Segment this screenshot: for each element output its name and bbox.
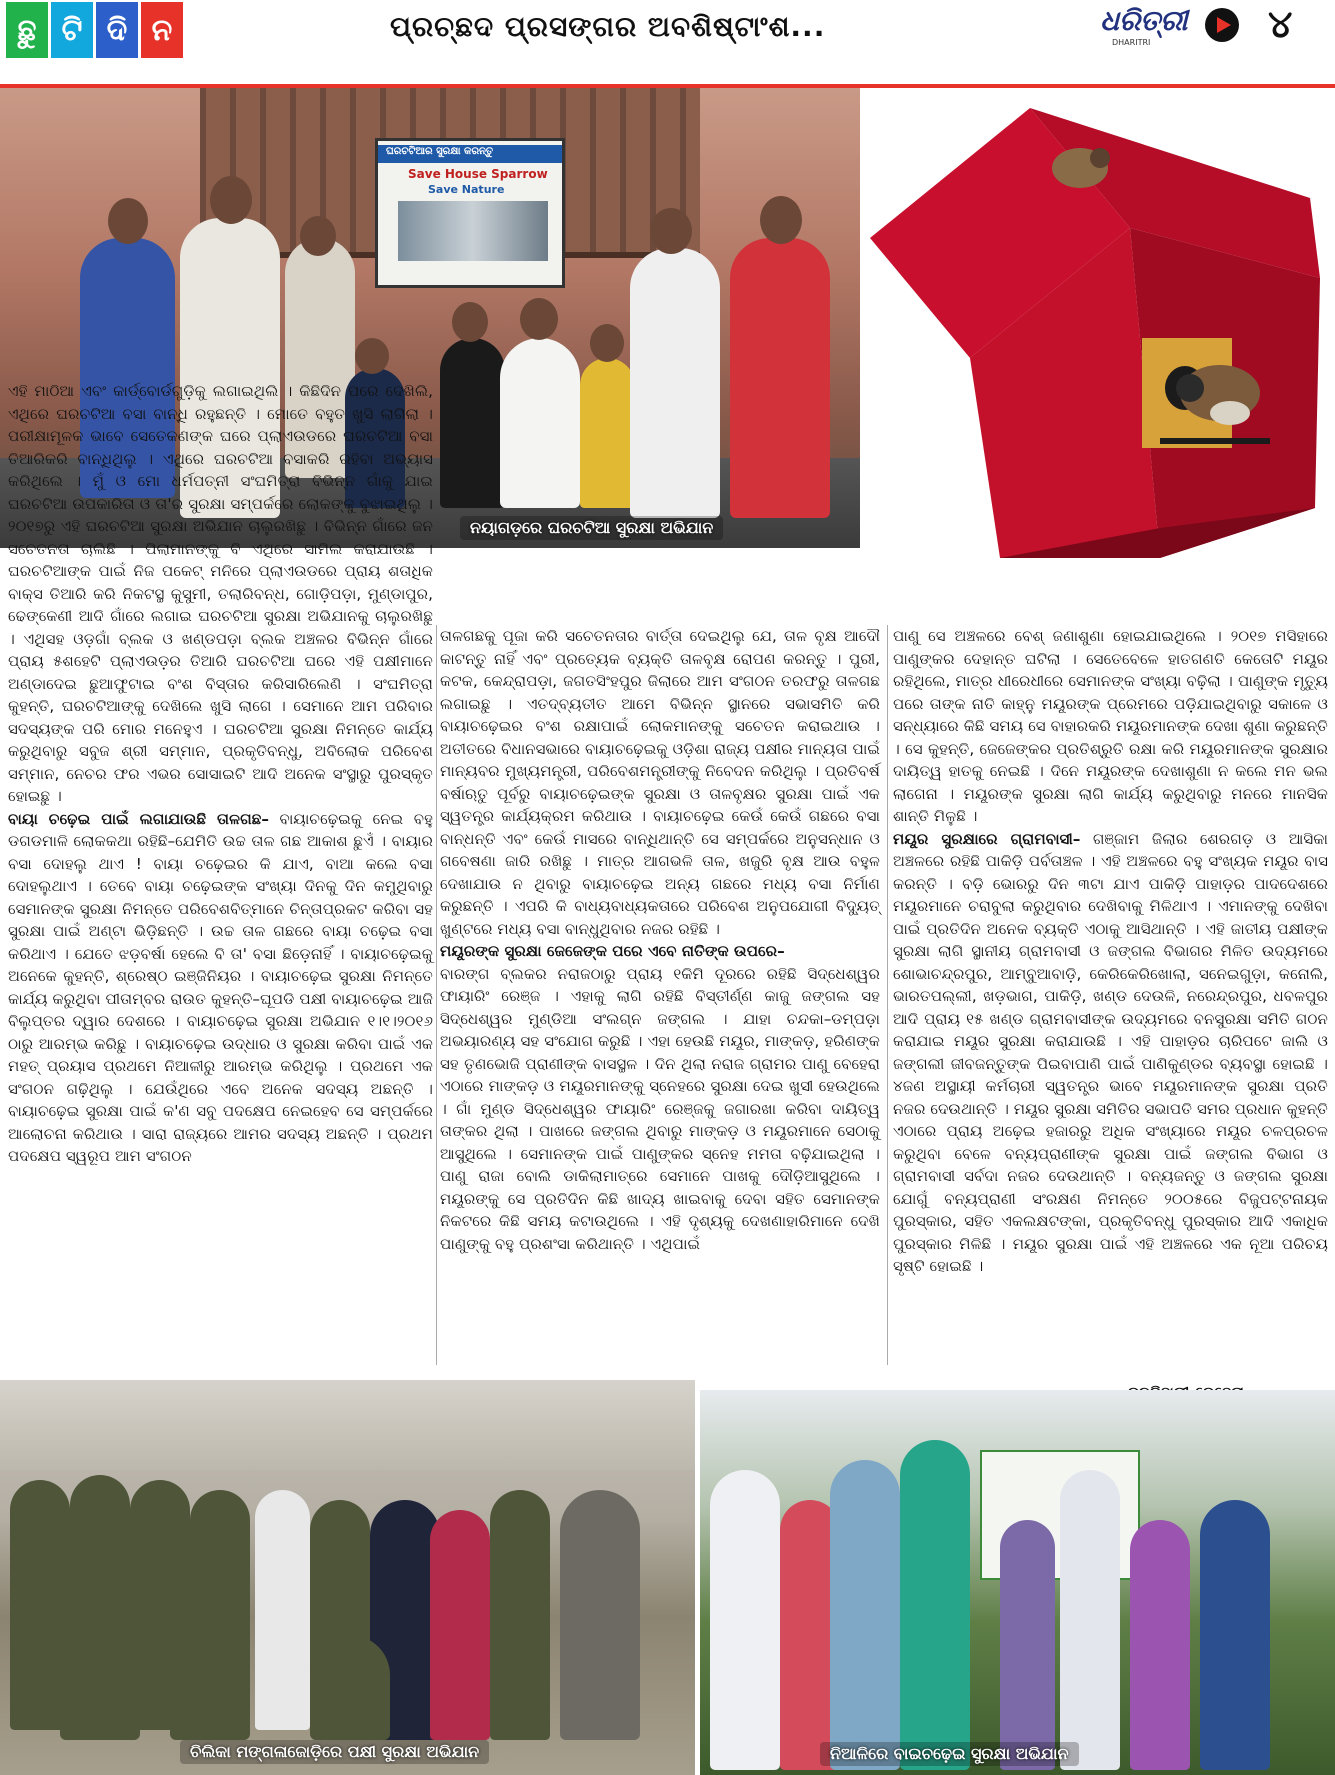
- column-2-body-2: ବାରଙ୍ଗ ବ୍ଲକର ନରାଜଠାରୁ ପ୍ରାୟ ୧କିମି ଦୂରରେ ରହିଛି ସିଦ୍ଧେଶ୍ୱର ଫାୟାରିଂ ରେଞ୍ଜ । ଏହାକୁ ଲାଗି ରହିଛି ବିସ୍ତୀର୍ଣ୍ଣ କାଜୁ ଜଙ୍ଗଲ ସହ ସିଦ୍ଧେଶ୍ୱର ମୁଣ୍ଡିଆ ସଂଲଗ୍ନ ଜଙ୍ଗଲ । ଯାହା ଚନ୍ଦକା–ଡମ୍ପଡ଼ା ଅଭୟାରଣ୍ୟ ସହ ସଂଯୋଗ କରୁଛି । ଏହା ହେଉଛି ମୟୂର, ମାଙ୍କଡ଼, ହରିଣଙ୍କ ସହ ତୃଣଭୋଜି ପ୍ରାଣୀଙ୍କ ବାସସ୍ଥଳ । ଦିନ ଥିଲା ନରାଜ ଗ୍ରାମର ପାଣୁ ବେହେରା ଏଠାରେ ମାଙ୍କଡ଼ ଓ ମୟୂରମାନଙ୍କୁ ସ୍ନେହରେ ସୁରକ୍ଷା ଦେଇ ଖୁସୀ ହେଉଥିଲେ । ଗାଁ ମୁଣ୍ଡ ସିଦ୍ଧେଶ୍ୱର ଫାୟାରିଂ ରେଞ୍ଜକୁ ଜଗାରଖା କରିବା ଦାୟିତ୍ୱ ତାଙ୍କର ଥିଲା । ପାଖରେ ଜଙ୍ଗଲ ଥିବାରୁ ମାଙ୍କଡ଼ ଓ ମୟୂରମାନେ ସେଠାକୁ ଆସୁଥିଲେ । ସେମାନଙ୍କ ପାଇଁ ପାଣୁଙ୍କର ସ୍ନେହ ମମତା ବଢ଼ିଯାଇଥିଲା । ପାଣୁ ରାଜା ବୋଲି ଡାକିଲାମାତ୍ରେ ସେମାନେ ପାଖକୁ ଦୌଡ଼ିଆସୁଥିଲେ । ମୟୂରଙ୍କୁ ସେ ପ୍ରତିଦିନ କିଛି ଖାଦ୍ୟ ଖାଇବାକୁ ଦେବା ସହିତ ସେମାନଙ୍କ ନିକଟରେ କିଛି ସମୟ କଟାଉଥିଲେ । ଏହି ଦୃଶ୍ୟକୁ ଦେଖଣାହାରିମାନେ ଦେଖି ପାଣୁଙ୍କୁ ବହୁ ପ୍ରଶଂସା କରିଥାନ୍ତି । ଏଥିପାଇଁ: [440, 964, 880, 1253]
- campaign-banner: [375, 138, 565, 288]
- photo-chilika-campaign: [0, 1380, 695, 1775]
- page-title: ପ୍ରଚ୍ଛଦ ପ୍ରସଙ୍ଗର ଅବଶିଷ୍ଟାଂଶ...: [390, 10, 826, 43]
- banner-line1: Save House Sparrow: [408, 167, 548, 181]
- logo-letter: ଟି: [51, 2, 93, 58]
- page-number: ୪: [1268, 2, 1293, 46]
- logo-letter: ଦି: [96, 2, 138, 58]
- column-divider: [436, 625, 437, 1365]
- column-3-body: ପାଣୁ ସେ ଅଞ୍ଚଳରେ ବେଶ୍ ଜଣାଶୁଣା ହୋଇଯାଇଥିଲେ । ୨୦୧୭ ମସିହାରେ ପାଣୁଙ୍କର ଦେହାନ୍ତ ଘଟିଲା । ସେତେବେଳେ ହାତଗଣତି କେତୋଟି ମୟୂର ରହିଥିଲେ, ମାତ୍ର ଧୀରେଧୀରେ ସେମାନଙ୍କ ସଂଖ୍ୟା ବଢ଼ିଲା । ପାଣୁଙ୍କ ମୃତ୍ୟୁ ପରେ ତାଙ୍କ ନାତି କାହ୍ନୁ ମୟୂରଙ୍କ ପ୍ରେମରେ ପଡ଼ିଯାଇଥିବାରୁ ସକାଳେ ଓ ସନ୍ଧ୍ୟାରେ କିଛି ସମୟ ସେ ବାହାରକରି ମୟୂରମାନଙ୍କ ଦେଖା ଶୁଣା କରୁଛନ୍ତି । ସେ କୁହନ୍ତି, ଜେଜେଙ୍କର ପ୍ରତିଶ୍ରୁତି ରକ୍ଷା କରି ମୟୂରମାନଙ୍କ ସୁରକ୍ଷାର ଦାୟିତ୍ୱ ହାତକୁ ନେଇଛି । ଦିନେ ମୟୂରଙ୍କ ଦେଖାଶୁଣା ନ କଲେ ମନ ଭଲ ଲାଗେନା । ମୟୂରଙ୍କ ସୁରକ୍ଷା ଲାଗି କାର୍ଯ୍ୟ କରୁଥିବାରୁ ମନରେ ମାନସିକ ଶାନ୍ତି ମିଳୁଛି ।: [893, 627, 1328, 825]
- section-heading: ବାୟା ଚଢ଼େଇ ପାଇଁ ଲଗାଯାଉଛି ତାଳଗଛ–: [8, 809, 269, 828]
- birdhouse-illustration: [860, 88, 1335, 588]
- column-3-body-2: ଗଞ୍ଜାମ ଜିଲାର ଶେରଗଡ଼ ଓ ଆସିକା ଅଞ୍ଚଳରେ ରହିଛି ପାକିଡ଼ି ପର୍ବତାଞ୍ଚଳ । ଏହି ଅଞ୍ଚଳରେ ବହୁ ସଂଖ୍ୟକ ମୟୂର ବାସ କରନ୍ତି । ବଡ଼ି ଭୋରରୁ ଦିନ ୩ଟା ଯାଏ ପାକିଡ଼ି ପାହାଡ଼ର ପାଦଦେଶରେ ମୟୂରମାନେ ଚରାବୁଲା କରୁଥିବାର ଦେଖିବାକୁ ମିଳିଥାଏ । ଏମାନଙ୍କୁ ଦେଖିବା ପାଇଁ ପ୍ରତିଦିନ ଅନେକ ବ୍ୟକ୍ତି ଏଠାକୁ ଆସିଥାନ୍ତି । ଏହି ଜାତୀୟ ପକ୍ଷୀଙ୍କ ସୁରକ୍ଷା ଲାଗି ସ୍ଥାନୀୟ ଗ୍ରାମବାସୀ ଓ ଜଙ୍ଗଲ ବିଭାଗର ମିଳିତ ଉଦ୍ୟମରେ ଶୋଭାଚନ୍ଦ୍ରପୁର, ଆମ୍ବୁଆବାଡ଼ି, କେରିକେରିଖୋଲା, ସନେଇଗୁଡ଼ା, କନୋଲି, ଭାରତପଲ୍ଲୀ, ଖଡ଼ଭାଗ, ପାକିଡ଼ି, ଖଣ୍ଡ ଦେଉଳି, ନରେନ୍ଦ୍ରପୁର, ଧବଳପୁର ଆଦି ପ୍ରାୟ ୧୫ ଖଣ୍ଡ ଗ୍ରାମବାସୀଙ୍କ ଉଦ୍ୟମରେ ବନସୁରକ୍ଷା ସମିତି ଗଠନ କରାଯାଇ ମୟୂର ସୁରକ୍ଷା କରାଯାଉଛି । ଏହି ପାହାଡ଼ର ଚାରିପଟେ ଜାଲି ଓ ଜଙ୍ଗଲୀ ଜୀବଜନ୍ତୁଙ୍କ ପିଇବାପାଣି ପାଇଁ ପାଣିକୁଣ୍ଡର ବ୍ୟବସ୍ଥା ହୋଇଛି । ୪ଜଣ ଅସ୍ଥାୟୀ କର୍ମଚାରୀ ସ୍ୱତନ୍ତ୍ର ଭାବେ ମୟୂରମାନଙ୍କ ସୁରକ୍ଷା ପ୍ରତି ନଜର ଦେଉଥାନ୍ତି । ମୟୂର ସୁରକ୍ଷା ସମିତିର ସଭାପତି ସମର ପ୍ରଧାନ କୁହନ୍ତି ଏଠାରେ ପ୍ରାୟ ଅଢ଼େଇ ହଜାରରୁ ଅଧିକ ସଂଖ୍ୟାରେ ମୟୂର ଚଳପ୍ରଚଳ କରୁଥିବା ବେଳେ ବନ୍ୟପ୍ରାଣୀଙ୍କ ସୁରକ୍ଷା ପାଇଁ ଜଙ୍ଗଲ ବିଭାଗ ଓ ଗ୍ରାମବାସୀ ସର୍ବଦା ନଜର ଦେଉଥାନ୍ତି । ବନ୍ୟଜନ୍ତୁ ଓ ଜଙ୍ଗଲ ସୁରକ୍ଷା ଯୋଗୁଁ ବନ୍ୟପ୍ରାଣୀ ସଂରକ୍ଷଣ ନିମନ୍ତେ ୨୦୦୫ରେ ବିଜୁପଟ୍ଟନାୟକ ପୁରସ୍କାର, ସହିତ ଏକଲକ୍ଷଟଙ୍କା, ପ୍ରକୃତିବନ୍ଧୁ ପୁରସ୍କାର ଆଦି ଏକାଧିକ ପୁରସ୍କାର ମିଳିଛି । ମୟୂର ସୁରକ୍ଷା ପାଇଁ ଏହି ଅଞ୍ଚଳରେ ଏକ ନୂଆ ପରିଚୟ ସୃଷ୍ଟି ହୋଇଛି ।: [893, 829, 1328, 1275]
- newspaper-brand: ଧରିତ୍ରୀ: [1100, 4, 1188, 37]
- section-logo: [6, 2, 183, 58]
- photo-caption: ନୟାଗଡ଼ରେ ଘରଚଟିଆ ସୁରକ୍ଷା ଅଭିଯାନ: [460, 516, 723, 540]
- column-1-body: ବାୟାଚଢ଼େଇକୁ ନେଇ ବହୁ ଡଗଡମାଳି ଲୋକକଥା ରହିଛି–ଯେମିତି ଉଚ୍ଚ ତାଳ ଗଛ ଆକାଶ ଛୁଏଁ । ବାୟାର ବସା ଦୋହଲୁ ଥାଏ ! ବାୟା ଚଢ଼େଇର କି ଯାଏ, ବାଆ କଲେ ବସା ଦୋହଲୁଥାଏ । ତେବେ ବାୟା ଚଢ଼େଇଙ୍କ ସଂଖ୍ୟା ଦିନକୁ ଦିନ କମୁଥିବାରୁ ସେମାନଙ୍କ ସୁରକ୍ଷା ନିମନ୍ତେ ପରିବେଶବିତ୍‌ମାନେ ଚିନ୍ତାପ୍ରକଟ କରିବା ସହ ସୁରକ୍ଷା ପାଇଁ ଅଣ୍ଟା ଭିଡ଼ିଛନ୍ତି । ଉଚ୍ଚ ତାଳ ଗଛରେ ବାୟା ଚଢ଼େଇ ବସା କରିଥାଏ । ଯେତେ ଝଡ଼ବର୍ଷା ହେଲେ ବି ତା' ବସା ଛିଡ଼େନାହିଁ । ବାୟାଚଢ଼େଇକୁ ଅନେକେ କୁହନ୍ତି, ଶ୍ରେଷ୍ଠ ଇଞ୍ଜିନିୟର । ବାୟାଚଢ଼େଇ ସୁରକ୍ଷା ନିମନ୍ତେ କାର୍ଯ୍ୟ କରୁଥିବା ପୀତାମ୍ବର ରାଉତ କୁହନ୍ତି–ଘୂପଡି ପକ୍ଷୀ ବାୟାଚଢ଼େଇ ଆଜି ବିଲୁପ୍ତର ଦ୍ୱାର ଦେଶରେ । ବାୟାଚଢ଼େଇ ସୁରକ୍ଷା ଅଭିଯାନ ୧।୧।୨୦୧୬ ଠାରୁ ଆରମ୍ଭ କରିଛୁ । ବାୟାଚଢ଼େଇ ଉଦ୍ଧାର ଓ ସୁରକ୍ଷା କରିବା ପାଇଁ ଏକ ମହତ୍ ପ୍ରୟାସ ପ୍ରଥମେ ନିଆଳୀରୁ ଆରମ୍ଭ କରିଥିଲୁ । ପ୍ରଥମେ ଏକ ସଂଗଠନ ଗଢ଼ିଥିଲୁ । ଯେଉଁଥିରେ ଏବେ ଅନେକ ସଦସ୍ୟ ଅଛନ୍ତି । ବାୟାଚଢ଼େଇ ସୁରକ୍ଷା ପାଇଁ କ'ଣ ସବୁ ପଦକ୍ଷେପ ନେଇହେବ ସେ ସମ୍ପର୍କରେ ଆଲୋଚନା କରିଥାଉ । ସାରା ରାଜ୍ୟରେ ଆମର ସଦସ୍ୟ ଅଛନ୍ତି । ପ୍ରଥମ ପଦକ୍ଷେପ ସ୍ୱରୂପ ଆମ ସଂଗଠନ: [8, 809, 433, 1165]
- logo-letter: ଛୁ: [6, 2, 48, 58]
- article-column-2: [440, 625, 880, 1255]
- section-heading: ମୟୂର ସୁରକ୍ଷାରେ ଗ୍ରାମବାସୀ–: [893, 829, 1081, 848]
- article-column-1: [8, 378, 433, 1168]
- column-2-body: ତାଳଗଛକୁ ପୂଜା କରି ସଚେତନତାର ବାର୍ତ୍ତା ଦେଇଥିଲୁ ଯେ, ତାଳ ବୃକ୍ଷ ଆଦୌ କାଟନ୍ତୁ ନାହିଁ ଏବଂ ପ୍ରତ୍ୟେକ ବ୍ୟକ୍ତି ତାଳବୃକ୍ଷ ରୋପଣ କରନ୍ତୁ । ପୁରୀ, କଟକ, କେନ୍ଦ୍ରାପଡ଼ା, ଜଗତସିଂହପୁର ଜିଲାରେ ଆମ ସଂଗଠନ ତରଫରୁ ତାଳଗଛ ଲଗାଇଛୁ । ଏତଦ୍‌ବ୍ୟତୀତ ଆମେ ବିଭିନ୍ନ ସ୍ଥାନରେ ସଭାସମିତି କରି ବାୟାଚଢ଼େଇର ବଂଶ ରକ୍ଷାପାଇଁ ଲୋକମାନଙ୍କୁ ସଚେତନ କରାଇଥାଉ । ଅତୀତରେ ବିଧାନସଭାରେ ବାୟାଚଢ଼େଇକୁ ଓଡ଼ିଶା ରାଜ୍ୟ ପକ୍ଷୀର ମାନ୍ୟତା ପାଇଁ ମାନ୍ୟବର ମୁଖ୍ୟମନ୍ତ୍ରୀ, ପରିବେଶମନ୍ତ୍ରୀଙ୍କୁ ନିବେଦନ କରିଥିଲୁ । ପ୍ରତିବର୍ଷ ବର୍ଷାଋତୁ ପୂର୍ବରୁ ବାୟାଚଢ଼େଇଙ୍କ ସୁରକ୍ଷା ଓ ତାଳବୃକ୍ଷର ସୁରକ୍ଷା ପାଇଁ ଏକ ସ୍ୱତନ୍ତ୍ର କାର୍ଯ୍ୟକ୍ରମ କରିଥାଉ । ବାୟାଚଢ଼େଇ କେଉଁ କେଉଁ ଗଛରେ ବସା ବାନ୍ଧନ୍ତି ଏବଂ କେଉଁ ମାସରେ ବାନ୍ଧିଥାନ୍ତି ସେ ସମ୍ପର୍କରେ ଅନୁସନ୍ଧାନ ଓ ଗବେଷଣା ଜାରି ରଖିଛୁ । ମାତ୍ର ଆଗଭଳି ତାଳ, ଖଜୁରି ବୃକ୍ଷ ଆଉ ବହୁଳ ଦେଖାଯାଉ ନ ଥିବାରୁ ବାୟାଚଢ଼େଇ ଅନ୍ୟ ଗଛରେ ମଧ୍ୟ ବସା ନିର୍ମାଣ କରୁଛନ୍ତି । ଏପରି କି ବାଧ୍ୟବାଧ୍ୟକତାରେ ପରିବେଶ ଅନୁପଯୋଗୀ ବିଦ୍ୟୁତ୍ ଖୁଣ୍ଟରେ ମଧ୍ୟ ବସା ବାନ୍ଧୁଥିବାର ନଜର ରହିଛି ।: [440, 627, 880, 938]
- page-header: [0, 0, 1335, 60]
- banner-line2: Save Nature: [428, 183, 505, 196]
- newspaper-brand-sub: DHARITRI: [1112, 38, 1151, 47]
- play-icon: [1205, 8, 1239, 42]
- article-column-3: [893, 625, 1328, 1278]
- column-divider: [887, 625, 888, 1365]
- section-heading: ମୟୂରଙ୍କ ସୁରକ୍ଷା ଜେଜେଙ୍କ ପରେ ଏବେ ନାତିଙ୍କ ଉପରେ–: [440, 942, 785, 960]
- column-1-intro: ଏହି ମାଠିଆ ଏବଂ କାର୍ଡ୍‌ବୋର୍ଡଗୁଡ଼ିକୁ ଲଗାଇଥିଲି । କିଛିଦିନ ପରେ ଦେଖିଲି, ଏଥିରେ ଘରଚଟିଆ ବସା ବାନ୍ଧି ରହୁଛନ୍ତି । ମୋତେ ବହୁତ ଖୁସି ଲାଗିଲା । ପରୀକ୍ଷାମୂଳକ ଭାବେ ସେତେକଣଙ୍କ ଘରେ ପ୍ଲାଏଉଡରେ ଘରଚଟିଆ ବସା ତିଆରିକରି ବାନ୍ଧିଥିଲୁ । ଏଥିରେ ଘରଚଟିଆ ବସାକରି ରହିବା ଅଭ୍ୟାସ କରିଥିଲେ । ମୁଁ ଓ ମୋ ଧର୍ମପତ୍ନୀ ସଂଘମିତ୍ରା ବିଭିନ୍ନ ଗାଁକୁ ଯାଇ ଘରଚଟିଆ ଉପକାରିତା ଓ ତା'ର ସୁରକ୍ଷା ସମ୍ପର୍କରେ ଲୋକଙ୍କୁ ବୁଝାଇଥିଲୁ । ୨୦୧୭ରୁ ଏହି ଘରଚଟିଆ ସୁରକ୍ଷା ଅଭିଯାନ ଚାଲୁରଖିଛୁ । ବିଭିନ୍ନ ଗାଁରେ ଜନ ସଚେତନତା ଚାଲିଛି । ପିଲାମାନଙ୍କୁ ବି ଏଥିରେ ସାମିଲ କରାଯାଉଛି । ଘରଚଟିଆଙ୍କ ପାଇଁ ନିଜ ପକେଟ୍ ମନିରେ ପ୍ଲାଏଉଡରେ ପ୍ରାୟ ଶତାଧିକ ବାକ୍ସ ତିଆରି କରି ନିକଟସ୍ଥ କୁସୁମୀ, ତଲାରିବନ୍ଧ, ଗୋଡ଼ିପଡ଼ା, ମୁଣ୍ଡାପୁର, ଢେଙ୍କେଣୀ ଆଦି ଗାଁରେ ଲଗାଇ ଘରଚଟିଆ ସୁରକ୍ଷା ଅଭିଯାନକୁ ଚାଲୁରଖିଛୁ । ଏଥିସହ ଓଡ଼ଗାଁ ବ୍ଲକ ଓ ଖଣ୍ଡପଡ଼ା ବ୍ଲକ ଅଞ୍ଚଳର ବିଭିନ୍ନ ଗାଁରେ ପ୍ରାୟ ୫ଶହେଟି ପ୍ଲାଏଉଡ଼ର ତିଆରି ଘରଚଟିଆ ଘରେ ଏହି ପକ୍ଷୀମାନେ ଅଣ୍ଡାଦେଇ ଛୁଆଫୁଟାଇ ବଂଶ ବିସ୍ତାର କରିସାରିଲେଣି । ସଂଘମିତ୍ରା କୁହନ୍ତି, ଘରଚଟିଆଙ୍କୁ ଦେଖିଲେ ଖୁସି ଲାଗେ । ସେମାନେ ଆମ ପରିବାର ସଦସ୍ୟଙ୍କ ପରି ମୋର ମନେହୁଏ । ଘରଚଟିଆ ସୁରକ୍ଷା ନିମନ୍ତେ କାର୍ଯ୍ୟ କରୁଥିବାରୁ ସବୁଜ ଶ୍ରୀ ସମ୍ମାନ, ପ୍ରକୃତିବନ୍ଧୁ, ଅବିଲୋକ ପରିବେଶ ସମ୍ମାନ, ନେଚର ଫର ଏଭର ସୋସାଇଟି ଆଦି ଅନେକ ସଂସ୍ଥାରୁ ପୁରସ୍କୃତ ହୋଇଛୁ ।: [8, 382, 433, 805]
- photo-caption: ନିଆଳିରେ ବାଇଚଢ଼େଇ ସୁରକ୍ଷା ଅଭିଯାନ: [820, 1742, 1079, 1766]
- photo-caption: ଚିଲିକା ମଙ୍ଗଳାଜୋଡ଼ିରେ ପକ୍ଷୀ ସୁରକ୍ଷା ଅଭିଯାନ: [180, 1740, 489, 1764]
- banner-title: ଘରଚଟିଆର ସୁରକ୍ଷା କରନ୍ତୁ: [386, 146, 494, 157]
- logo-letter: ନ: [141, 2, 183, 58]
- photo-niali-campaign: [700, 1390, 1335, 1775]
